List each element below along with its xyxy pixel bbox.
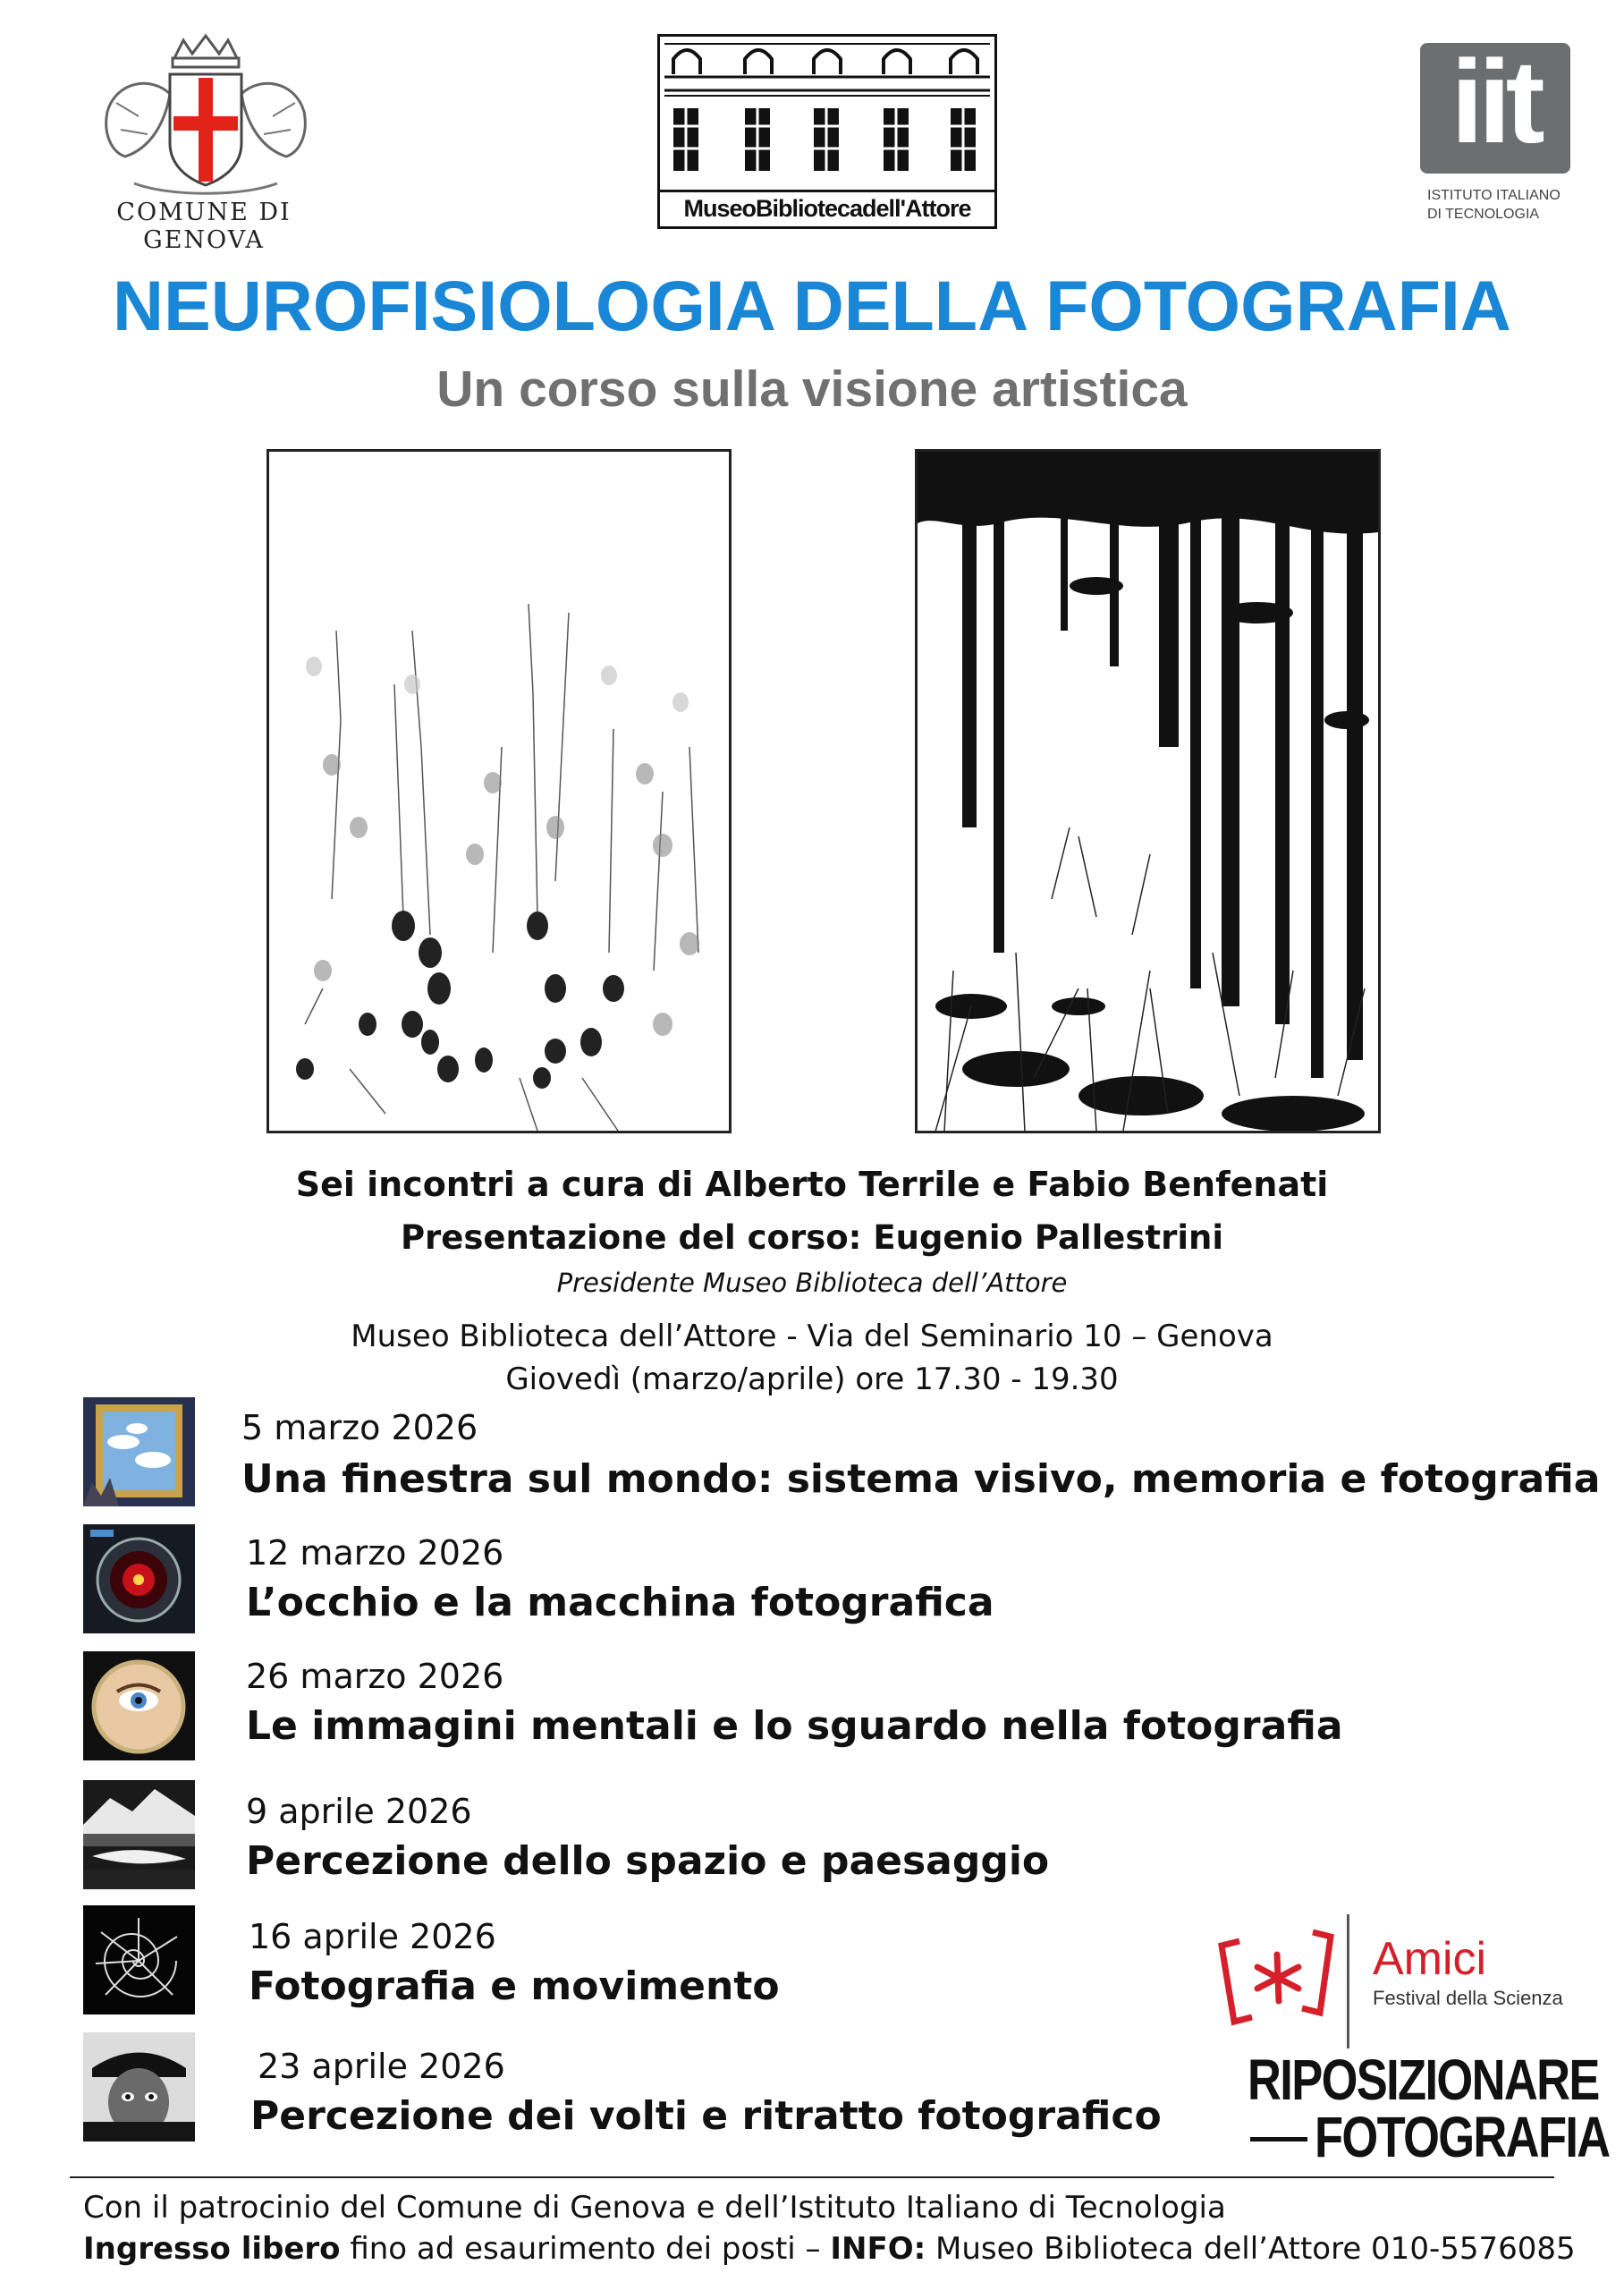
iit-label-line2: DI TECNOLOGIA [1427,207,1540,222]
event-title: L’occhio e la macchina fotografica [246,1580,994,1625]
window-clouds-icon [83,1397,195,1506]
event-title: Le immagini mentali e lo sguardo nella fotografia [246,1703,1343,1749]
hal-eye-icon [83,1524,195,1633]
neurons-photo [266,449,732,1133]
riposizionare-dash [1250,2137,1307,2142]
event-date: 12 marzo 2026 [246,1533,504,1573]
event-title: Percezione dei volti e ritratto fotografico [250,2093,1162,2139]
iit-logo-mark: iit [1420,43,1570,174]
venue-address: Museo Biblioteca dell’Attore - Via del Seminario 10 – Genova [351,1319,1273,1354]
poster-title: NEUROFISIOLOGIA DELLA FOTOGRAFIA [113,266,1511,345]
info-label: INFO: [830,2231,926,2267]
venue-schedule: Giovedì (marzo/aprile) ore 17.30 - 19.30 [505,1361,1119,1397]
iit-label-line1: ISTITUTO ITALIANO [1427,188,1561,203]
portrait-face-icon [83,2032,195,2142]
event-date: 9 aprile 2026 [246,1792,472,1831]
spiral-shell-icon [83,1905,195,2014]
event-title: Una finestra sul mondo: sistema visivo, memoria e fotografia [241,1456,1601,1502]
museo-biblioteca-label: MuseoBibliotecadell'Attore [660,190,994,225]
footer-divider [70,2176,1554,2178]
amici-wordmark: Amici [1373,1933,1487,1985]
iit-logo-label [1427,186,1606,224]
eye-portrait-icon [83,1651,195,1760]
riposizionare-line1: RIPOSIZIONARE [1248,2048,1599,2112]
amici-festival-label: Festival della Scienza [1373,1987,1563,2009]
event-date: 16 aprile 2026 [249,1917,496,1956]
landscape-icon [83,1780,195,1889]
availability-text: fino ad esaurimento dei posti – [340,2231,831,2267]
amici-divider [1347,1914,1349,2048]
patronage-line: Con il patrocinio del Comune di Genova e dell’Istituto Italiano di Tecnologia [83,2190,1226,2226]
snowy-forest-photo [915,449,1381,1133]
event-title: Percezione dello spazio e paesaggio [246,1838,1050,1884]
amici-asterisk-logo [1214,1928,1340,2035]
comune-genova-label: COMUNE DI GENOVA [116,199,292,254]
info-line [83,2231,1576,2267]
event-title: Fotografia e movimento [249,1963,780,2009]
curators-line: Sei incontri a cura di Alberto Terrile e Fabio Benfenati [295,1165,1329,1204]
event-date: 26 marzo 2026 [246,1657,504,1696]
info-contact: Museo Biblioteca dell’Attore 010-5576085 [926,2231,1576,2267]
event-date: 5 marzo 2026 [241,1408,478,1447]
presentation-line: Presentazione del corso: Eugenio Pallestrini [400,1218,1224,1257]
riposizionare-line2: FOTOGRAFIA [1315,2105,1610,2169]
poster-subtitle: Un corso sulla visione artistica [436,360,1188,418]
event-date: 23 aprile 2026 [258,2047,505,2086]
presenter-role-line: Presidente Museo Biblioteca dell’Attore [556,1268,1068,1298]
free-entry-label: Ingresso libero [83,2231,341,2267]
